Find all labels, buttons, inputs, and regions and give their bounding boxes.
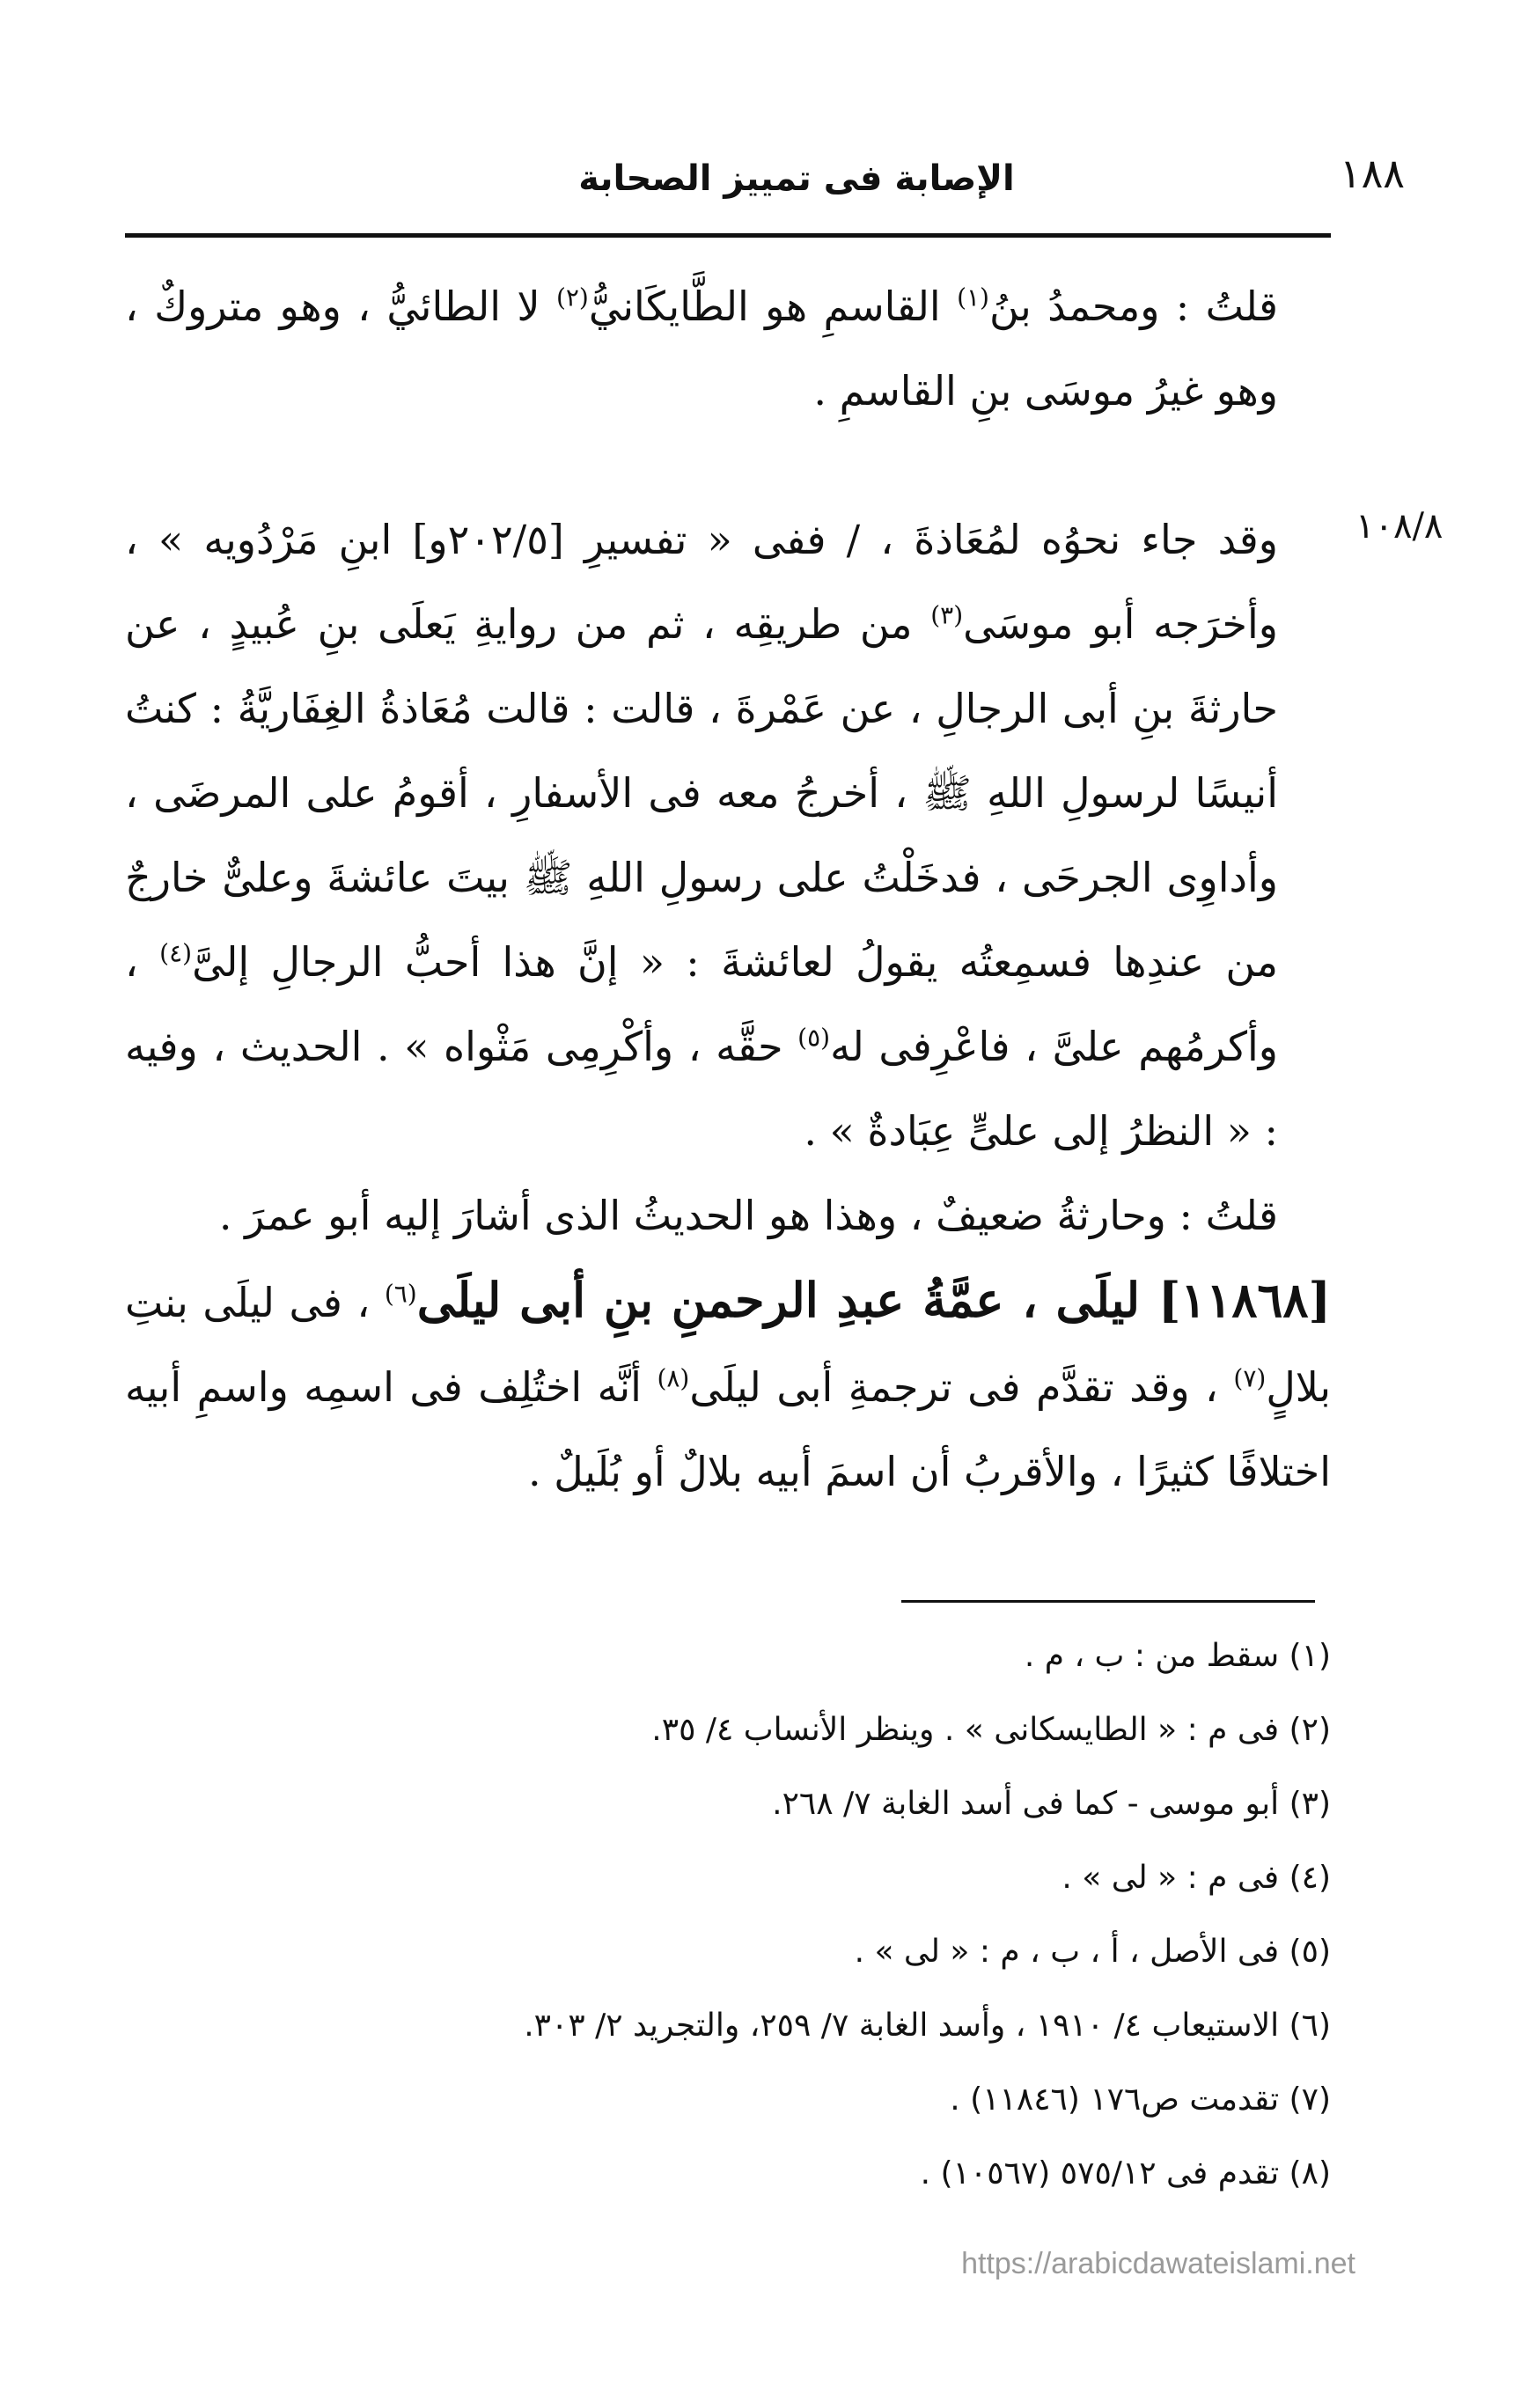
p2-text-b: من طريقِه ، ثم من روايةِ يَعلَى بنِ عُبيدٍ ، عن حارثةَ بنِ أبى الرجالِ ، عن عَمْرةَ ، قالت : قالت مُعَاذةُ الغِفَاريَّةُ : كنتُ أنيسًا لرسولِ اللهِ ﷺ ، أخرجُ معه فى الأسفارِ ، أقومُ على المرضَى ، وأداوِى الجرحَى ، فدخَلْتُ على رسولِ اللهِ ﷺ بيتَ عائشةَ وعلىٌّ خارجٌ من عندِها فسمِعتُه يقولُ لعائشةَ : « إنَّ هذا أحبُّ الرجالِ إلىَّ bbox=[125, 600, 1278, 986]
running-title: الإصابة فى تمييز الصحابة bbox=[578, 158, 1015, 199]
main-text-1 bbox=[125, 264, 1331, 433]
footnote-8: (٨) تقدم فى ٥٧٥/١٢ (١٠٥٦٧) . bbox=[920, 2155, 1331, 2191]
p4-text-a: ، فى ليلَى بنتِ بلالٍ bbox=[125, 1279, 1332, 1411]
footnote-ref-8: (٨) bbox=[657, 1363, 690, 1393]
p2-text-c: ، وأكرمُهم علىَّ ، فاعْرِفى له bbox=[125, 938, 1278, 1070]
p2-text-d: حقَّه ، وأكْرِمِى مَثْواه » . الحديث ، وفيه : « النظرُ إلى علىٍّ عِبَادةٌ » . bbox=[125, 1023, 1278, 1155]
p2-text-a: وقد جاء نحوُه لمُعَاذةَ ، / ففى « تفسيرِ [٢٠٢/٥و] ابنِ مَرْدُويه » ، وأخرَجه أبو موسَى bbox=[125, 516, 1278, 648]
p1-text-b: القاسمِ هو الطَّايكَانيُّ bbox=[588, 283, 958, 330]
footnote-ref-4: (٤) bbox=[159, 938, 193, 968]
footnote-rule bbox=[901, 1600, 1315, 1603]
footnote-3: (٣) أبو موسى - كما فى أسد الغابة ٧/ ٢٦٨. bbox=[772, 1786, 1331, 1822]
paragraph-1 bbox=[125, 264, 1331, 433]
paragraph-2 bbox=[125, 497, 1331, 1173]
footnote-7: (٧) تقدمت ص١٧٦ (١١٨٤٦) . bbox=[950, 2081, 1331, 2118]
footnote-ref-3: (٣) bbox=[930, 600, 964, 630]
p1-text-c: لا الطائيُّ ، وهو متروكٌ ، وهو غيرُ موسَى بنِ القاسمِ . bbox=[125, 283, 1278, 415]
footnote-2: (٢) فى م : « الطايسكانى » . وينظر الأنساب ٤/ ٣٥. bbox=[651, 1712, 1331, 1748]
p1-text-a: قلتُ : ومحمدُ بنُ bbox=[988, 283, 1278, 330]
footnote-ref-2: (٢) bbox=[555, 283, 589, 312]
footnote-ref-5: (٥) bbox=[797, 1023, 831, 1053]
footnote-6: (٦) الاستيعاب ٤/ ١٩١٠ ، وأسد الغابة ٧/ ٢٥٩، والتجريد ٢/ ٣٠٣. bbox=[524, 2008, 1331, 2044]
entry-11868 bbox=[125, 1258, 1331, 1514]
entry-heading: [١١٨٦٨] ليلَى ، عمَّةُ عبدِ الرحمنِ بنِ أبى ليلَى bbox=[416, 1272, 1332, 1328]
footnote-5: (٥) فى الأصل ، أ ، ب ، م : « لى » . bbox=[854, 1934, 1331, 1970]
margin-volume-page: ١٠٨/٨ bbox=[1355, 506, 1444, 547]
footnote-ref-6: (٦) bbox=[384, 1279, 417, 1309]
footnotes bbox=[125, 1619, 1331, 2211]
main-text-2 bbox=[125, 497, 1331, 1514]
watermark: https://arabicdawateislami.net bbox=[961, 2247, 1355, 2280]
page-number: ١٨٨ bbox=[1339, 150, 1405, 197]
footnote-ref-1: (١) bbox=[957, 283, 989, 312]
p4-text-c: أنَّه اختُلِف فى اسمِه واسمِ أبيه اختلافًا كثيرًا ، والأقربُ أن اسمَ أبيه بلالٌ أو بُلَيلٌ . bbox=[125, 1363, 1331, 1495]
header-rule bbox=[125, 233, 1331, 238]
footnote-ref-7: (٧) bbox=[1233, 1363, 1267, 1393]
paragraph-3: قلتُ : وحارثةُ ضعيفٌ ، وهذا هو الحديثُ الذى أشارَ إليه أبو عمرَ . bbox=[218, 1192, 1278, 1239]
p4-text-b: ، وقد تقدَّم فى ترجمةِ أبى ليلَى bbox=[689, 1363, 1234, 1411]
footnote-4: (٤) فى م : « لى » . bbox=[1062, 1860, 1331, 1896]
footnote-1: (١) سقط من : ب ، م . bbox=[1024, 1638, 1331, 1674]
